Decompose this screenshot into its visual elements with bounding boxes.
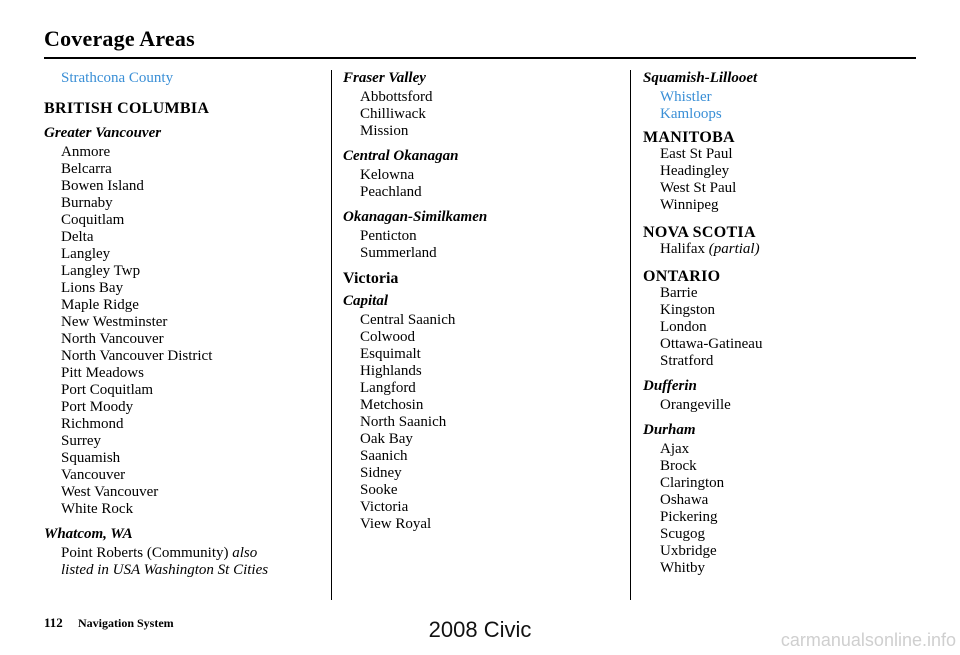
list-item: Uxbridge	[660, 543, 717, 559]
region-fraser-valley: Fraser Valley	[343, 70, 426, 86]
list-item: Whitby	[660, 560, 705, 576]
list-item: Clarington	[660, 475, 725, 491]
column-3	[643, 70, 923, 577]
central-okanagan-list	[343, 167, 623, 201]
list-item: Ajax	[660, 441, 690, 457]
page-title: Coverage Areas	[44, 26, 195, 51]
list-item: Halifax	[660, 241, 705, 257]
list-item: Headingley	[660, 163, 730, 179]
list-item: Surrey	[61, 433, 101, 449]
watermark-site: carmanualsonline.info	[780, 630, 956, 650]
list-item: Scugog	[660, 526, 705, 542]
list-item: Chilliwack	[360, 106, 426, 122]
whatcom-note-inline: also	[232, 545, 258, 561]
region-squamish-lillooet: Squamish-Lillooet	[643, 70, 758, 86]
list-item: White Rock	[61, 501, 134, 517]
list-item: West St Paul	[660, 180, 737, 196]
page-number: 112	[44, 615, 63, 630]
list-item: Langley	[61, 246, 111, 262]
list-item: Colwood	[360, 329, 416, 345]
strathcona-county-link[interactable]: Strathcona County	[61, 70, 174, 86]
list-item: Langford	[360, 380, 416, 396]
province-ontario: ONTARIO	[643, 268, 721, 285]
greater-vancouver-list	[44, 144, 329, 518]
section-name: Navigation System	[78, 616, 174, 630]
province-british-columbia: BRITISH COLUMBIA	[44, 100, 210, 117]
list-item: Squamish	[61, 450, 121, 466]
column-divider-1	[331, 70, 332, 600]
point-roberts-item: Point Roberts (Community)	[61, 545, 229, 561]
list-item: Metchosin	[360, 397, 424, 413]
capital-list	[343, 312, 623, 533]
list-item: Burnaby	[61, 195, 113, 211]
list-item: Highlands	[360, 363, 422, 379]
list-item: North Vancouver District	[61, 348, 213, 364]
list-item: New Westminster	[61, 314, 168, 330]
list-item: Coquitlam	[61, 212, 125, 228]
whatcom-entry	[44, 545, 329, 579]
list-item: Mission	[360, 123, 409, 139]
list-item: Orangeville	[660, 397, 731, 413]
list-item: Saanich	[360, 448, 408, 464]
list-item: Ottawa-Gatineau	[660, 336, 763, 352]
watermark-model: 2008 Civic	[428, 617, 532, 642]
region-victoria: Victoria	[343, 270, 399, 287]
region-greater-vancouver: Greater Vancouver	[44, 125, 162, 141]
list-item: Sooke	[360, 482, 398, 498]
ontario-list	[643, 285, 923, 370]
list-item: Lions Bay	[61, 280, 124, 296]
list-item: Anmore	[61, 144, 111, 160]
list-item: Maple Ridge	[61, 297, 139, 313]
list-item: North Saanich	[360, 414, 447, 430]
list-item: Oshawa	[660, 492, 709, 508]
title-divider	[44, 57, 916, 59]
list-item: Bowen Island	[61, 178, 144, 194]
province-nova-scotia: NOVA SCOTIA	[643, 224, 756, 241]
list-item: Winnipeg	[660, 197, 719, 213]
fraser-valley-list	[343, 89, 623, 140]
list-item: Central Saanich	[360, 312, 456, 328]
halifax-note: (partial)	[708, 241, 760, 257]
whistler-link[interactable]: Whistler	[660, 89, 712, 105]
list-item: Summerland	[360, 245, 437, 261]
durham-list	[643, 441, 923, 577]
column-2	[343, 70, 623, 533]
list-item: Stratford	[660, 353, 714, 369]
list-item: Barrie	[660, 285, 698, 301]
list-item: Pickering	[660, 509, 718, 525]
list-item: Vancouver	[61, 467, 126, 483]
list-item: Belcarra	[61, 161, 112, 177]
list-item: Brock	[660, 458, 697, 474]
province-manitoba: MANITOBA	[643, 129, 735, 146]
list-item: Richmond	[61, 416, 124, 432]
squamish-lillooet-list	[643, 89, 923, 123]
okanagan-similkamen-list	[343, 228, 623, 262]
region-dufferin: Dufferin	[643, 378, 697, 394]
list-item: Esquimalt	[360, 346, 421, 362]
list-item: West Vancouver	[61, 484, 159, 500]
region-durham: Durham	[643, 422, 696, 438]
list-item: Peachland	[360, 184, 422, 200]
list-item: View Royal	[360, 516, 432, 532]
list-item: Langley Twp	[61, 263, 141, 279]
district-capital: Capital	[343, 293, 389, 309]
whatcom-note-line2: listed in USA Washington St Cities	[61, 562, 269, 578]
list-item: North Vancouver	[61, 331, 164, 347]
list-item: Port Coquitlam	[61, 382, 154, 398]
column-divider-2	[630, 70, 631, 600]
list-item: Kingston	[660, 302, 716, 318]
list-item: Penticton	[360, 228, 417, 244]
nova-scotia-list	[643, 241, 923, 258]
kamloops-link[interactable]: Kamloops	[660, 106, 722, 122]
list-item: Sidney	[360, 465, 402, 481]
list-item: Oak Bay	[360, 431, 413, 447]
region-central-okanagan: Central Okanagan	[343, 148, 459, 164]
list-item: Delta	[61, 229, 94, 245]
dufferin-list	[643, 397, 923, 414]
list-item: London	[660, 319, 707, 335]
list-item: Port Moody	[61, 399, 134, 415]
list-item: East St Paul	[660, 146, 733, 162]
list-item: Pitt Meadows	[61, 365, 144, 381]
manitoba-list	[643, 146, 923, 214]
region-whatcom: Whatcom, WA	[44, 526, 133, 542]
list-item: Abbottsford	[360, 89, 433, 105]
list-item: Victoria	[360, 499, 409, 515]
region-okanagan-similkamen: Okanagan-Similkamen	[343, 209, 488, 225]
column-1	[44, 70, 329, 579]
list-item: Kelowna	[360, 167, 415, 183]
